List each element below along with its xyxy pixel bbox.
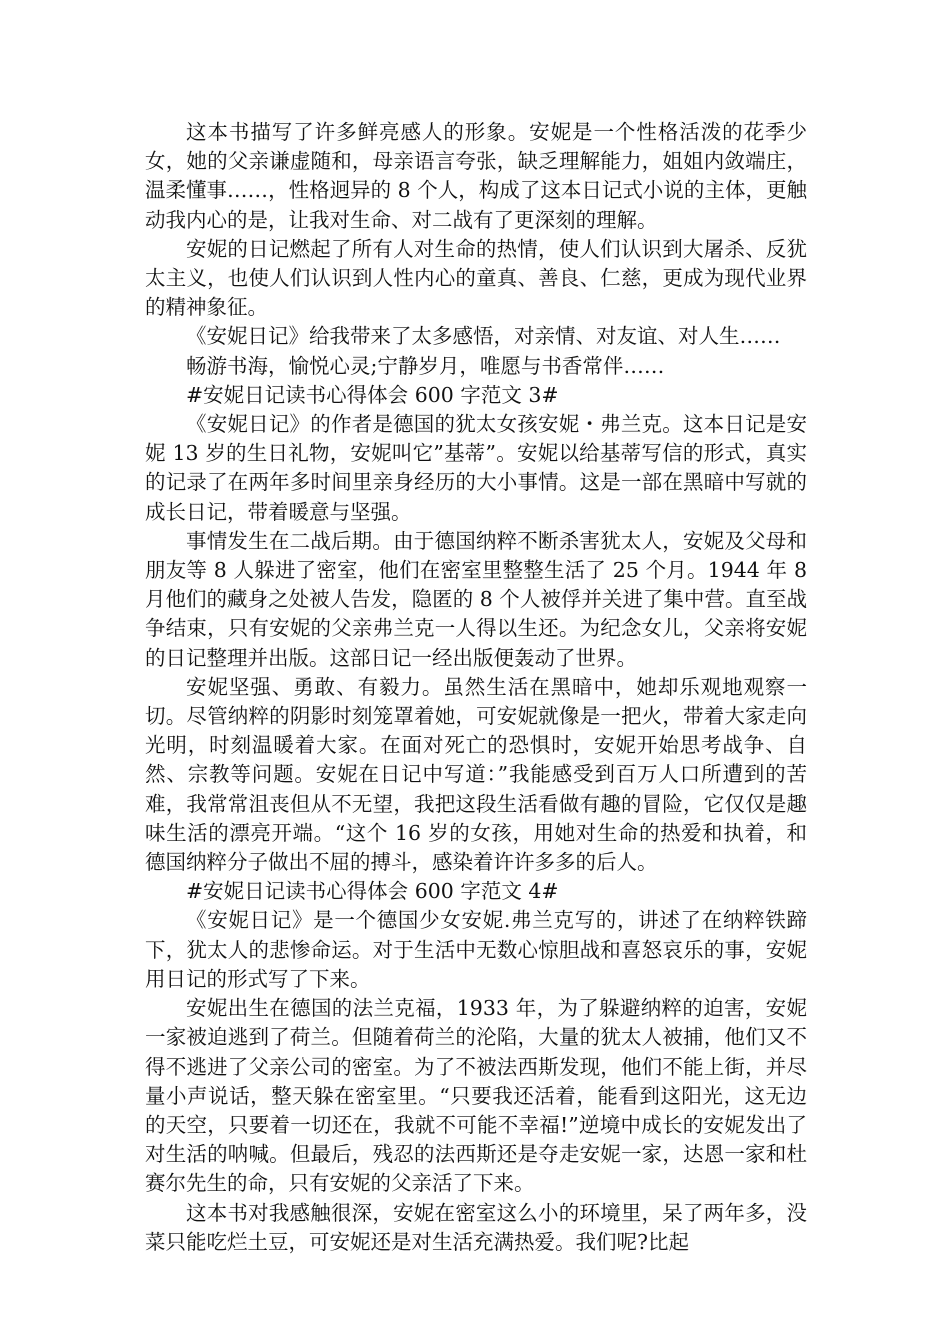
paragraph: 安妮坚强、勇敢、有毅力。虽然生活在黑暗中，她却乐观地观察一切。尽管纳粹的阴影时刻笼罩着她，可安妮就像是一把火，带着大家走向光明，时刻温暖着大家。在面对死亡的恐惧时，安妮开始思考战争、自然、宗教等问题。安妮在日记中写道：”我能感受到百万人口所遭到的苦难，我常常沮丧但从不无望，我把这段生活看做有趣的冒险，它仅仅是趣味生活的漂亮开端。“这个 16 岁的女孩，用她对生命的热爱和执着，和德国纳粹分子做出不屈的搏斗，感染着许许多多的后人。 bbox=[145, 674, 807, 875]
paragraph: 安妮的日记燃起了所有人对生命的热情，使人们认识到大屠杀、反犹太主义，也使人们认识到人性内心的童真、善良、仁慈，更成为现代业界的精神象征。 bbox=[145, 236, 807, 320]
section-heading: #安妮日记读书心得体会 600 字范文 3# bbox=[186, 382, 559, 407]
document-body bbox=[145, 118, 807, 1257]
paragraph: 安妮出生在德国的法兰克福，1933 年，为了躲避纳粹的迫害，安妮一家被迫逃到了荷兰。但随着荷兰的沦陷，大量的犹太人被捕，他们又不得不逃进了父亲公司的密室。为了不被法西斯发现，他们不能上街，并尽量小声说话，整天躲在密室里。“只要我还活着，能看到这阳光，这无边的天空，只要着一切还在，我就不可能不幸福!”逆境中成长的安妮发出了对生活的呐喊。但最后，残忍的法西斯还是夺走安妮一家，达恩一家和杜赛尔先生的命，只有安妮的父亲活了下来。 bbox=[145, 996, 807, 1196]
paragraph: 这本书描写了许多鲜亮感人的形象。安妮是一个性格活泼的花季少女，她的父亲谦虚随和，母亲语言夸张，缺乏理解能力，姐姐内敛端庄，温柔懂事……，性格迥异的 8 个人，构成了这本日记式小说的主体，更触动我内心的是，让我对生命、对二战有了更深刻的理解。 bbox=[145, 120, 807, 232]
paragraph: 这本书对我感触很深，安妮在密室这么小的环境里，呆了两年多，没菜只能吃烂土豆，可安妮还是对生活充满热爱。我们呢?比起 bbox=[145, 1200, 807, 1254]
paragraph: 《安妮日记》给我带来了太多感悟，对亲情、对友谊、对人生…… bbox=[186, 324, 781, 349]
paragraph: 《安妮日记》是一个德国少女安妮.弗兰克写的，讲述了在纳粹铁蹄下，犹太人的悲惨命运。对于生活中无数心惊胆战和喜怒哀乐的事，安妮用日记的形式写了下来。 bbox=[145, 908, 807, 991]
section-heading: #安妮日记读书心得体会 600 字范文 4# bbox=[186, 879, 559, 904]
paragraph: 畅游书海，愉悦心灵;宁静岁月，唯愿与书香常伴…… bbox=[186, 353, 665, 378]
paragraph: 事情发生在二战后期。由于德国纳粹不断杀害犹太人，安妮及父母和朋友等 8 人躲进了密室，他们在密室里整整生活了 25 个月。1944 年 8 月他们的藏身之处被人告发，隐匿的 8 个人被俘并关进了集中营。直至战争结束，只有安妮的父亲弗兰克一人得以生还。为纪念女儿，父亲将安妮的日记整理并出版。这部日记一经出版便轰动了世界。 bbox=[145, 528, 807, 670]
paragraph: 《安妮日记》的作者是德国的犹太女孩安妮・弗兰克。这本日记是安妮 13 岁的生日礼物，安妮叫它”基蒂”。安妮以给基蒂写信的形式，真实的记录了在两年多时间里亲身经历的大小事情。这是一部在黑暗中写就的成长日记，带着暖意与坚强。 bbox=[145, 412, 807, 524]
